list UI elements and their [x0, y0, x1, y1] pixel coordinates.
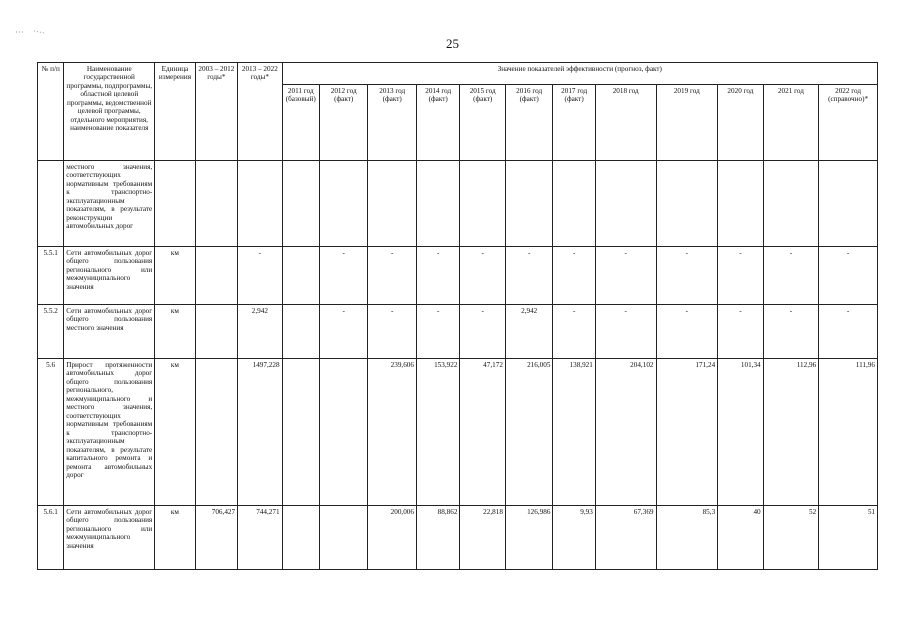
- value-2018: 204,102: [595, 359, 656, 506]
- value-2016: 126,986: [505, 506, 553, 570]
- header-year: 2013 год (факт): [368, 85, 417, 161]
- value-2018: [595, 161, 656, 247]
- table-row: [38, 506, 878, 570]
- table-row: [38, 247, 878, 305]
- value-2020: 40: [718, 506, 763, 570]
- value-2021: -: [763, 247, 819, 305]
- value-2012: [319, 506, 368, 570]
- value-2014: -: [416, 247, 459, 305]
- value-2015: [460, 161, 505, 247]
- header-year: 2016 год (факт): [505, 85, 553, 161]
- header-year: 2019 год: [656, 85, 718, 161]
- period-2-value: 2,942: [238, 305, 282, 359]
- value-2020: -: [718, 247, 763, 305]
- page-number: 25: [446, 36, 459, 51]
- period-2-value: -: [238, 247, 282, 305]
- value-2014: 88,862: [416, 506, 459, 570]
- row-number: 5.6: [38, 359, 64, 506]
- value-2022: -: [819, 247, 878, 305]
- value-2020: -: [718, 305, 763, 359]
- header-unit: Единица измерения: [155, 63, 195, 161]
- period-1-value: [195, 247, 237, 305]
- table-row: [38, 161, 878, 247]
- unit-cell: [155, 161, 195, 247]
- header-year: 2011 год (базовый): [282, 85, 319, 161]
- value-2017: -: [553, 305, 595, 359]
- unit-cell: км: [155, 305, 195, 359]
- value-2015: 22,818: [460, 506, 505, 570]
- table-row: [38, 305, 878, 359]
- value-2013: 200,006: [368, 506, 417, 570]
- header-period-2003-2012: 2003 – 2012 годы*: [195, 63, 237, 161]
- unit-cell: км: [155, 506, 195, 570]
- value-2015: -: [460, 247, 505, 305]
- header-year: 2017 год (факт): [553, 85, 595, 161]
- value-2020: 101,34: [718, 359, 763, 506]
- value-2012: -: [319, 305, 368, 359]
- value-2022: [819, 161, 878, 247]
- value-2021: -: [763, 305, 819, 359]
- value-2014: -: [416, 305, 459, 359]
- period-2-value: 744,271: [238, 506, 282, 570]
- header-year: 2012 год (факт): [319, 85, 368, 161]
- value-2016: 2,942: [505, 305, 553, 359]
- value-2011: [282, 247, 319, 305]
- period-2-value: 1497,228: [238, 359, 282, 506]
- unit-cell: км: [155, 359, 195, 506]
- header-year: 2015 год (факт): [460, 85, 505, 161]
- value-2019: [656, 161, 718, 247]
- value-2022: 111,96: [819, 359, 878, 506]
- indicator-name: Прирост протяженности автомобильных дорог общего пользования регионального, межмуниципального и местного значения, соответствующих нормативным требованиям к транспортно-эксплуатационным показателям, в результате капитального ремонта и ремонта автомобильных дорог: [64, 359, 155, 506]
- value-2018: -: [595, 247, 656, 305]
- value-2016: 216,005: [505, 359, 553, 506]
- indicator-name: местного значения, соответствующих нормативным требованиям к транспортно-эксплуатационным показателям, в результате реконструкции автомобильных дорог: [64, 161, 155, 247]
- header-year: 2014 год (факт): [416, 85, 459, 161]
- value-2018: -: [595, 305, 656, 359]
- row-number: 5.5.2: [38, 305, 64, 359]
- value-2022: 51: [819, 506, 878, 570]
- value-2011: [282, 161, 319, 247]
- value-2016: [505, 161, 553, 247]
- value-2019: -: [656, 305, 718, 359]
- value-2012: [319, 161, 368, 247]
- table-row: [38, 359, 878, 506]
- value-2022: -: [819, 305, 878, 359]
- value-2020: [718, 161, 763, 247]
- header-year: 2018 год: [595, 85, 656, 161]
- scan-speck: [16, 30, 46, 34]
- value-2019: -: [656, 247, 718, 305]
- value-2013: -: [368, 305, 417, 359]
- value-2013: 239,606: [368, 359, 417, 506]
- header-year: 2021 год: [763, 85, 819, 161]
- value-2016: -: [505, 247, 553, 305]
- value-2017: 138,921: [553, 359, 595, 506]
- value-2019: 171,24: [656, 359, 718, 506]
- period-1-value: [195, 359, 237, 506]
- period-1-value: 706,427: [195, 506, 237, 570]
- period-2-value: [238, 161, 282, 247]
- unit-cell: км: [155, 247, 195, 305]
- value-2018: 67,369: [595, 506, 656, 570]
- value-2015: 47,172: [460, 359, 505, 506]
- value-2014: [416, 161, 459, 247]
- header-year: 2022 год (справочно)*: [819, 85, 878, 161]
- value-2011: [282, 506, 319, 570]
- value-2019: 85,3: [656, 506, 718, 570]
- value-2021: [763, 161, 819, 247]
- value-2012: -: [319, 247, 368, 305]
- value-2013: -: [368, 247, 417, 305]
- row-number: [38, 161, 64, 247]
- value-2014: 153,922: [416, 359, 459, 506]
- value-2012: [319, 359, 368, 506]
- header-indicator-group: Значение показателей эффективности (прогноз, факт): [282, 63, 877, 85]
- value-2021: 112,96: [763, 359, 819, 506]
- indicators-table: [37, 62, 878, 570]
- indicator-name: Сети автомобильных дорог общего пользования регионального или межмуниципального значения: [64, 506, 155, 570]
- indicator-name: Сети автомобильных дорог общего пользования регионального или межмуниципального значения: [64, 247, 155, 305]
- value-2011: [282, 305, 319, 359]
- row-number: 5.6.1: [38, 506, 64, 570]
- value-2017: [553, 161, 595, 247]
- period-1-value: [195, 305, 237, 359]
- period-1-value: [195, 161, 237, 247]
- header-period-2013-2022: 2013 – 2022 годы*: [238, 63, 282, 161]
- value-2017: -: [553, 247, 595, 305]
- row-number: 5.5.1: [38, 247, 64, 305]
- indicator-name: Сети автомобильных дорог общего пользования местного значения: [64, 305, 155, 359]
- value-2017: 9,93: [553, 506, 595, 570]
- header-year: 2020 год: [718, 85, 763, 161]
- value-2015: -: [460, 305, 505, 359]
- value-2013: [368, 161, 417, 247]
- value-2021: 52: [763, 506, 819, 570]
- header-no: № п/п: [38, 63, 64, 161]
- value-2011: [282, 359, 319, 506]
- header-name: Наименование государственной программы, подпрограммы, областной целевой программы, ведомственной целевой программы, отдельного мероприятия, наименование показателя: [64, 63, 155, 161]
